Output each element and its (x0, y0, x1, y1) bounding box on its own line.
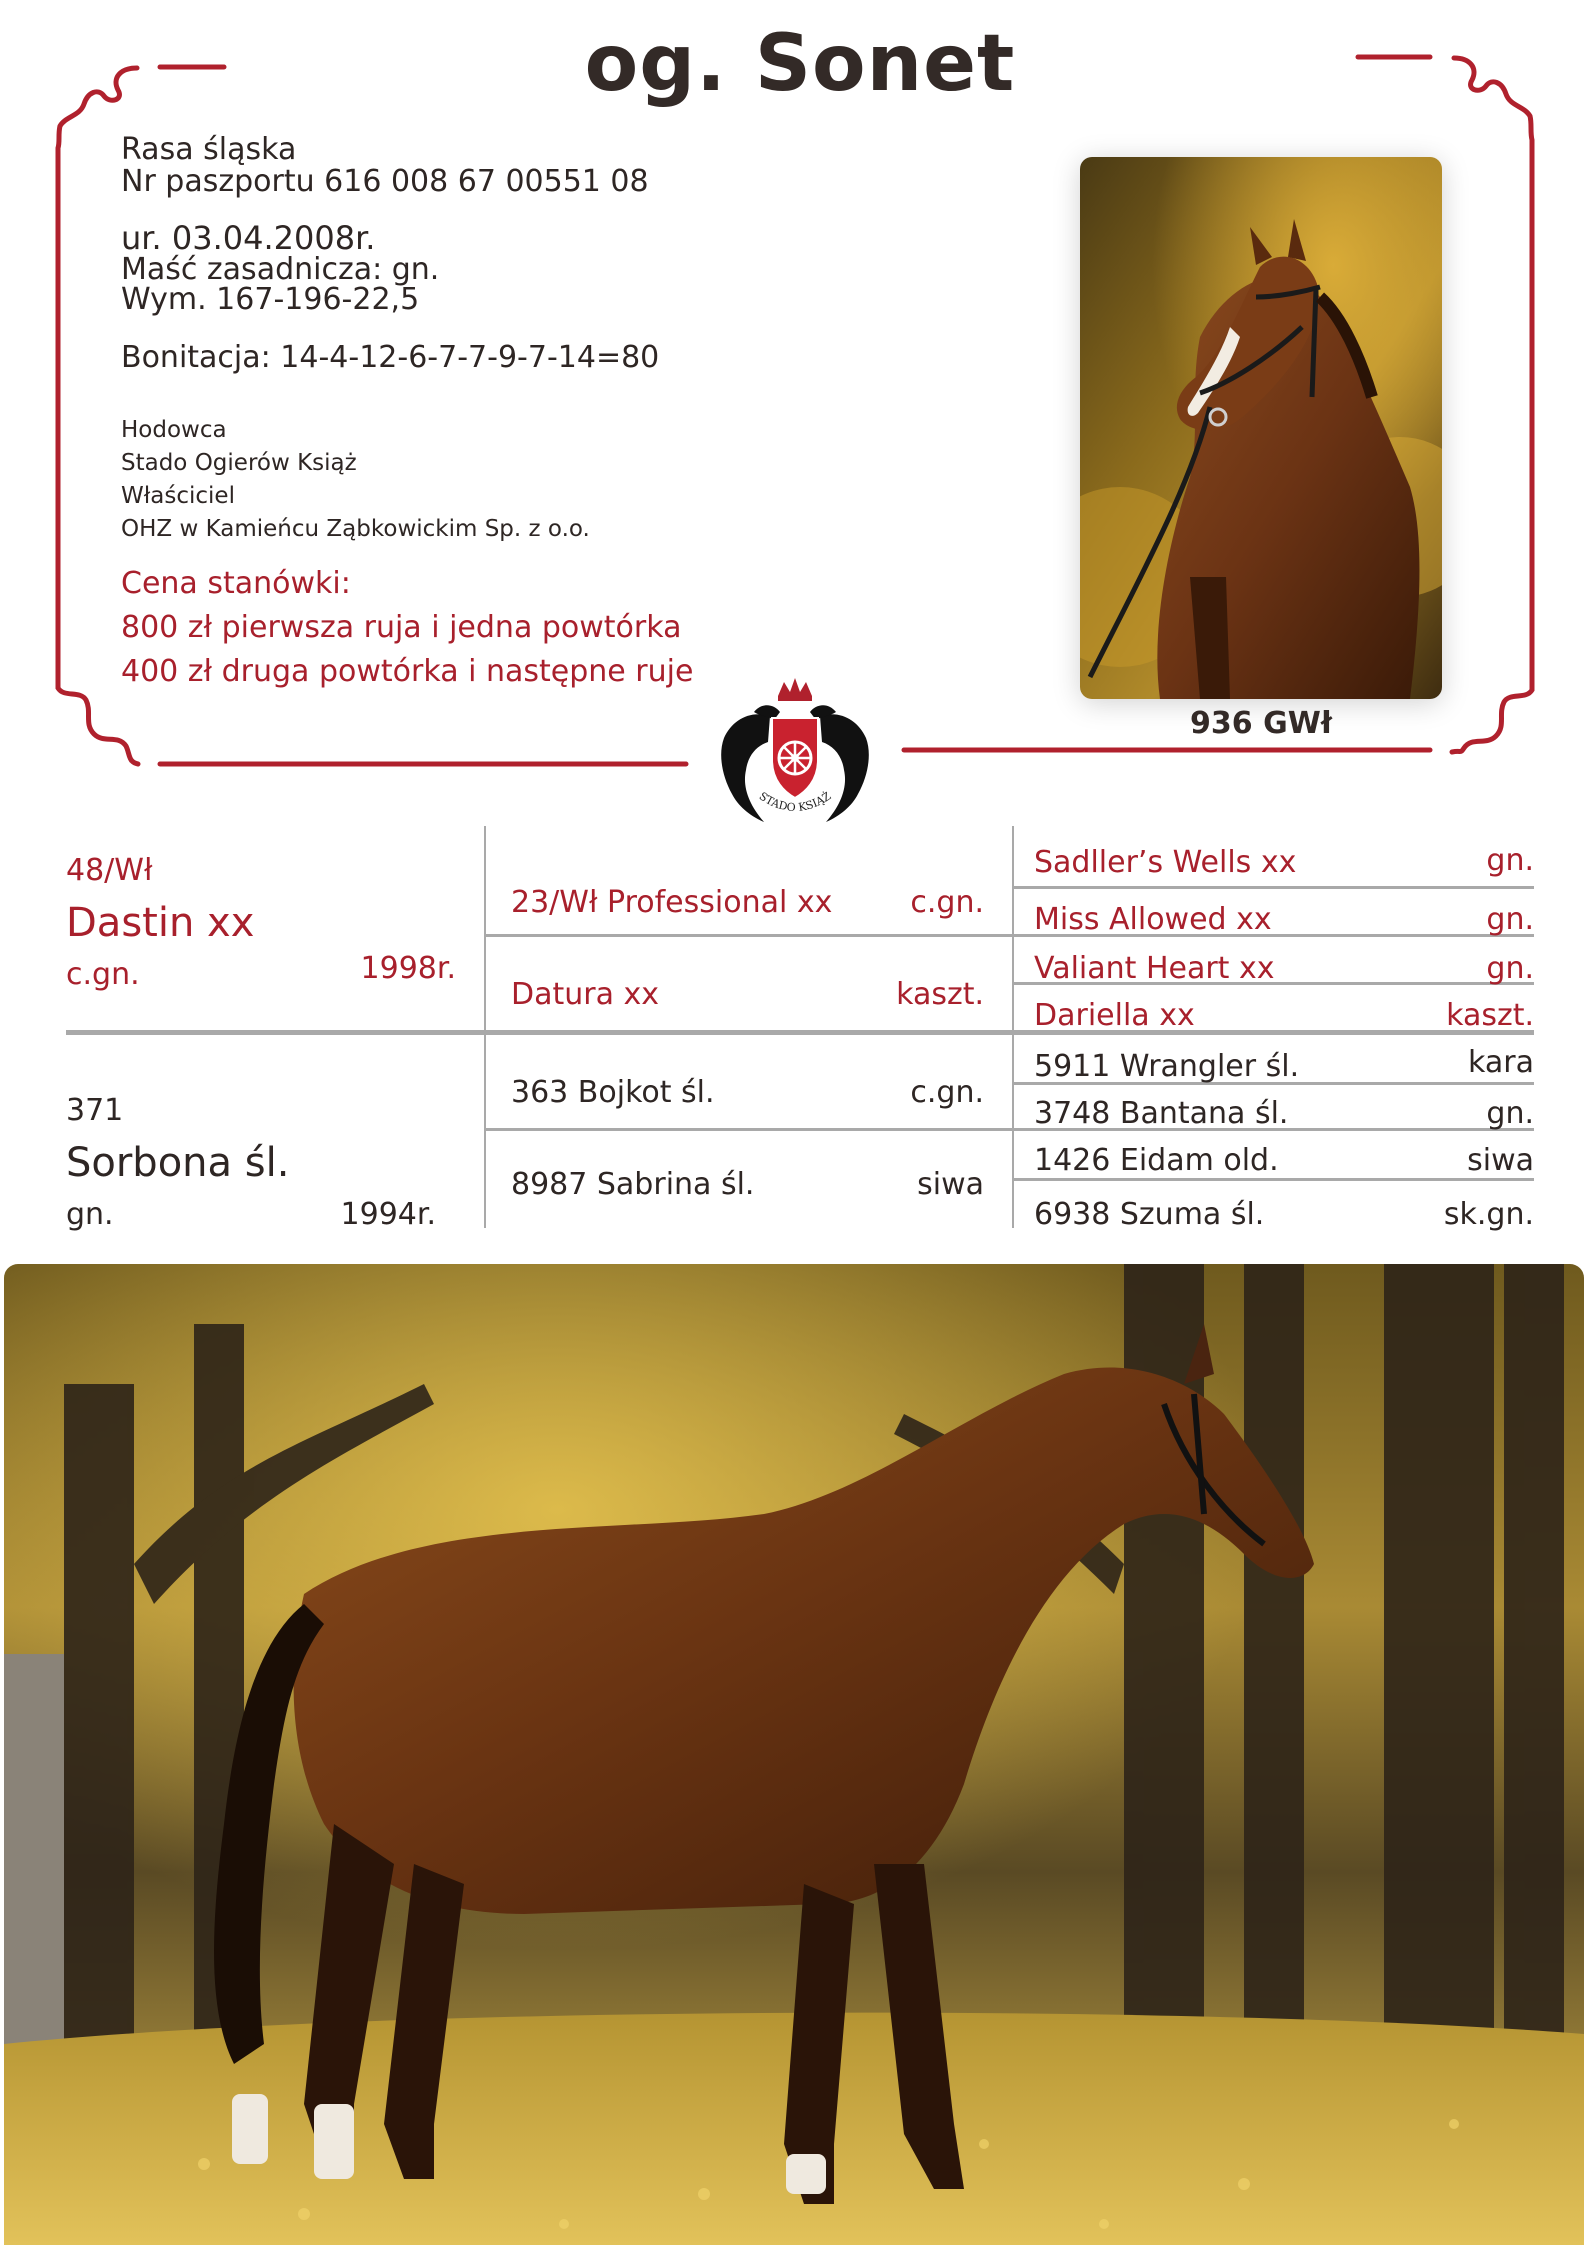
dam-name: Sorbona śl. (66, 1140, 290, 1186)
passport-number: Nr paszportu 616 008 67 00551 08 (121, 164, 649, 199)
breeder-value: Stado Ogierów Książ (121, 450, 357, 476)
price-heading: Cena stanówki: (121, 566, 351, 601)
gen3-name: 6938 Szuma śl. (1034, 1197, 1265, 1232)
price-amount: 800 zł (121, 610, 213, 645)
gen3-name: Sadller’s Wells xx (1034, 845, 1297, 880)
gen3-name: 3748 Bantana śl. (1034, 1096, 1289, 1131)
gen3-name: Valiant Heart xx (1034, 951, 1275, 986)
gen3-color: siwa (1467, 1143, 1534, 1178)
logo-text: STADO KSIĄŻ (756, 789, 834, 815)
gen2-name: 8987 Sabrina śl. (511, 1167, 755, 1202)
birth-date: ur. 03.04.2008r. (121, 219, 376, 257)
stallion-side-photo (4, 1264, 1584, 2245)
sire-color: c.gn. (66, 957, 140, 992)
bonitation-label: Bonitacja: (121, 340, 271, 375)
breed-text: Rasa śląska (121, 132, 297, 167)
breeder-label: Hodowca (121, 417, 227, 443)
page-title: og. Sonet (584, 19, 1016, 109)
gen3-name: 1426 Eidam old. (1034, 1143, 1279, 1178)
gen3-color: sk.gn. (1443, 1197, 1534, 1232)
pedigree-row-divider (1014, 1178, 1534, 1181)
owner-value: OHZ w Kamieńcu Ząbkowickim Sp. z o.o. (121, 516, 590, 542)
measurements: Wym. 167-196-22,5 (121, 282, 420, 317)
sire-year: 1998r. (360, 951, 456, 986)
gen2-name: 23/Wł Professional xx (511, 885, 833, 920)
gen3-color: gn. (1486, 902, 1534, 937)
sire-name: Dastin xx (66, 900, 255, 946)
gen2-color: siwa (917, 1167, 984, 1202)
gen3-name: Dariella xx (1034, 998, 1195, 1033)
price-description: druga powtórka i następne ruje (212, 654, 694, 689)
gen3-name: Miss Allowed xx (1034, 902, 1272, 937)
owner-label: Właściciel (121, 483, 235, 509)
gen2-color: c.gn. (910, 885, 984, 920)
gen2-color: c.gn. (910, 1075, 984, 1110)
photo-caption: 936 GWł (1190, 706, 1332, 741)
gen3-color: gn. (1486, 951, 1534, 986)
bonitation-value: 14-4-12-6-7-7-9-7-14=80 (270, 340, 660, 375)
gen2-name: Datura xx (511, 977, 660, 1012)
dam-color: gn. (66, 1197, 114, 1232)
pedigree-row-divider (486, 1128, 1012, 1131)
coat-color: Maść zasadnicza: gn. (121, 252, 440, 287)
gen3-color: kaszt. (1446, 998, 1534, 1033)
pedigree-main-divider (66, 1030, 1534, 1035)
gen3-color: gn. (1486, 1096, 1534, 1131)
sire-id: 48/Wł (66, 853, 153, 888)
gen3-color: kara (1468, 1045, 1534, 1080)
gen3-name: 5911 Wrangler śl. (1034, 1049, 1300, 1084)
gen2-color: kaszt. (896, 977, 984, 1012)
pedigree-column-divider (484, 826, 486, 1228)
price-amount: 400 zł (121, 654, 213, 689)
pedigree-row-divider (486, 934, 1012, 937)
dam-year: 1994r. (340, 1197, 436, 1232)
gen3-color: gn. (1486, 843, 1534, 878)
gen2-name: 363 Bojkot śl. (511, 1075, 715, 1110)
price-description: pierwsza ruja i jedna powtórka (212, 610, 682, 645)
pedigree-row-divider (1014, 886, 1534, 889)
dam-id: 371 (66, 1093, 124, 1128)
